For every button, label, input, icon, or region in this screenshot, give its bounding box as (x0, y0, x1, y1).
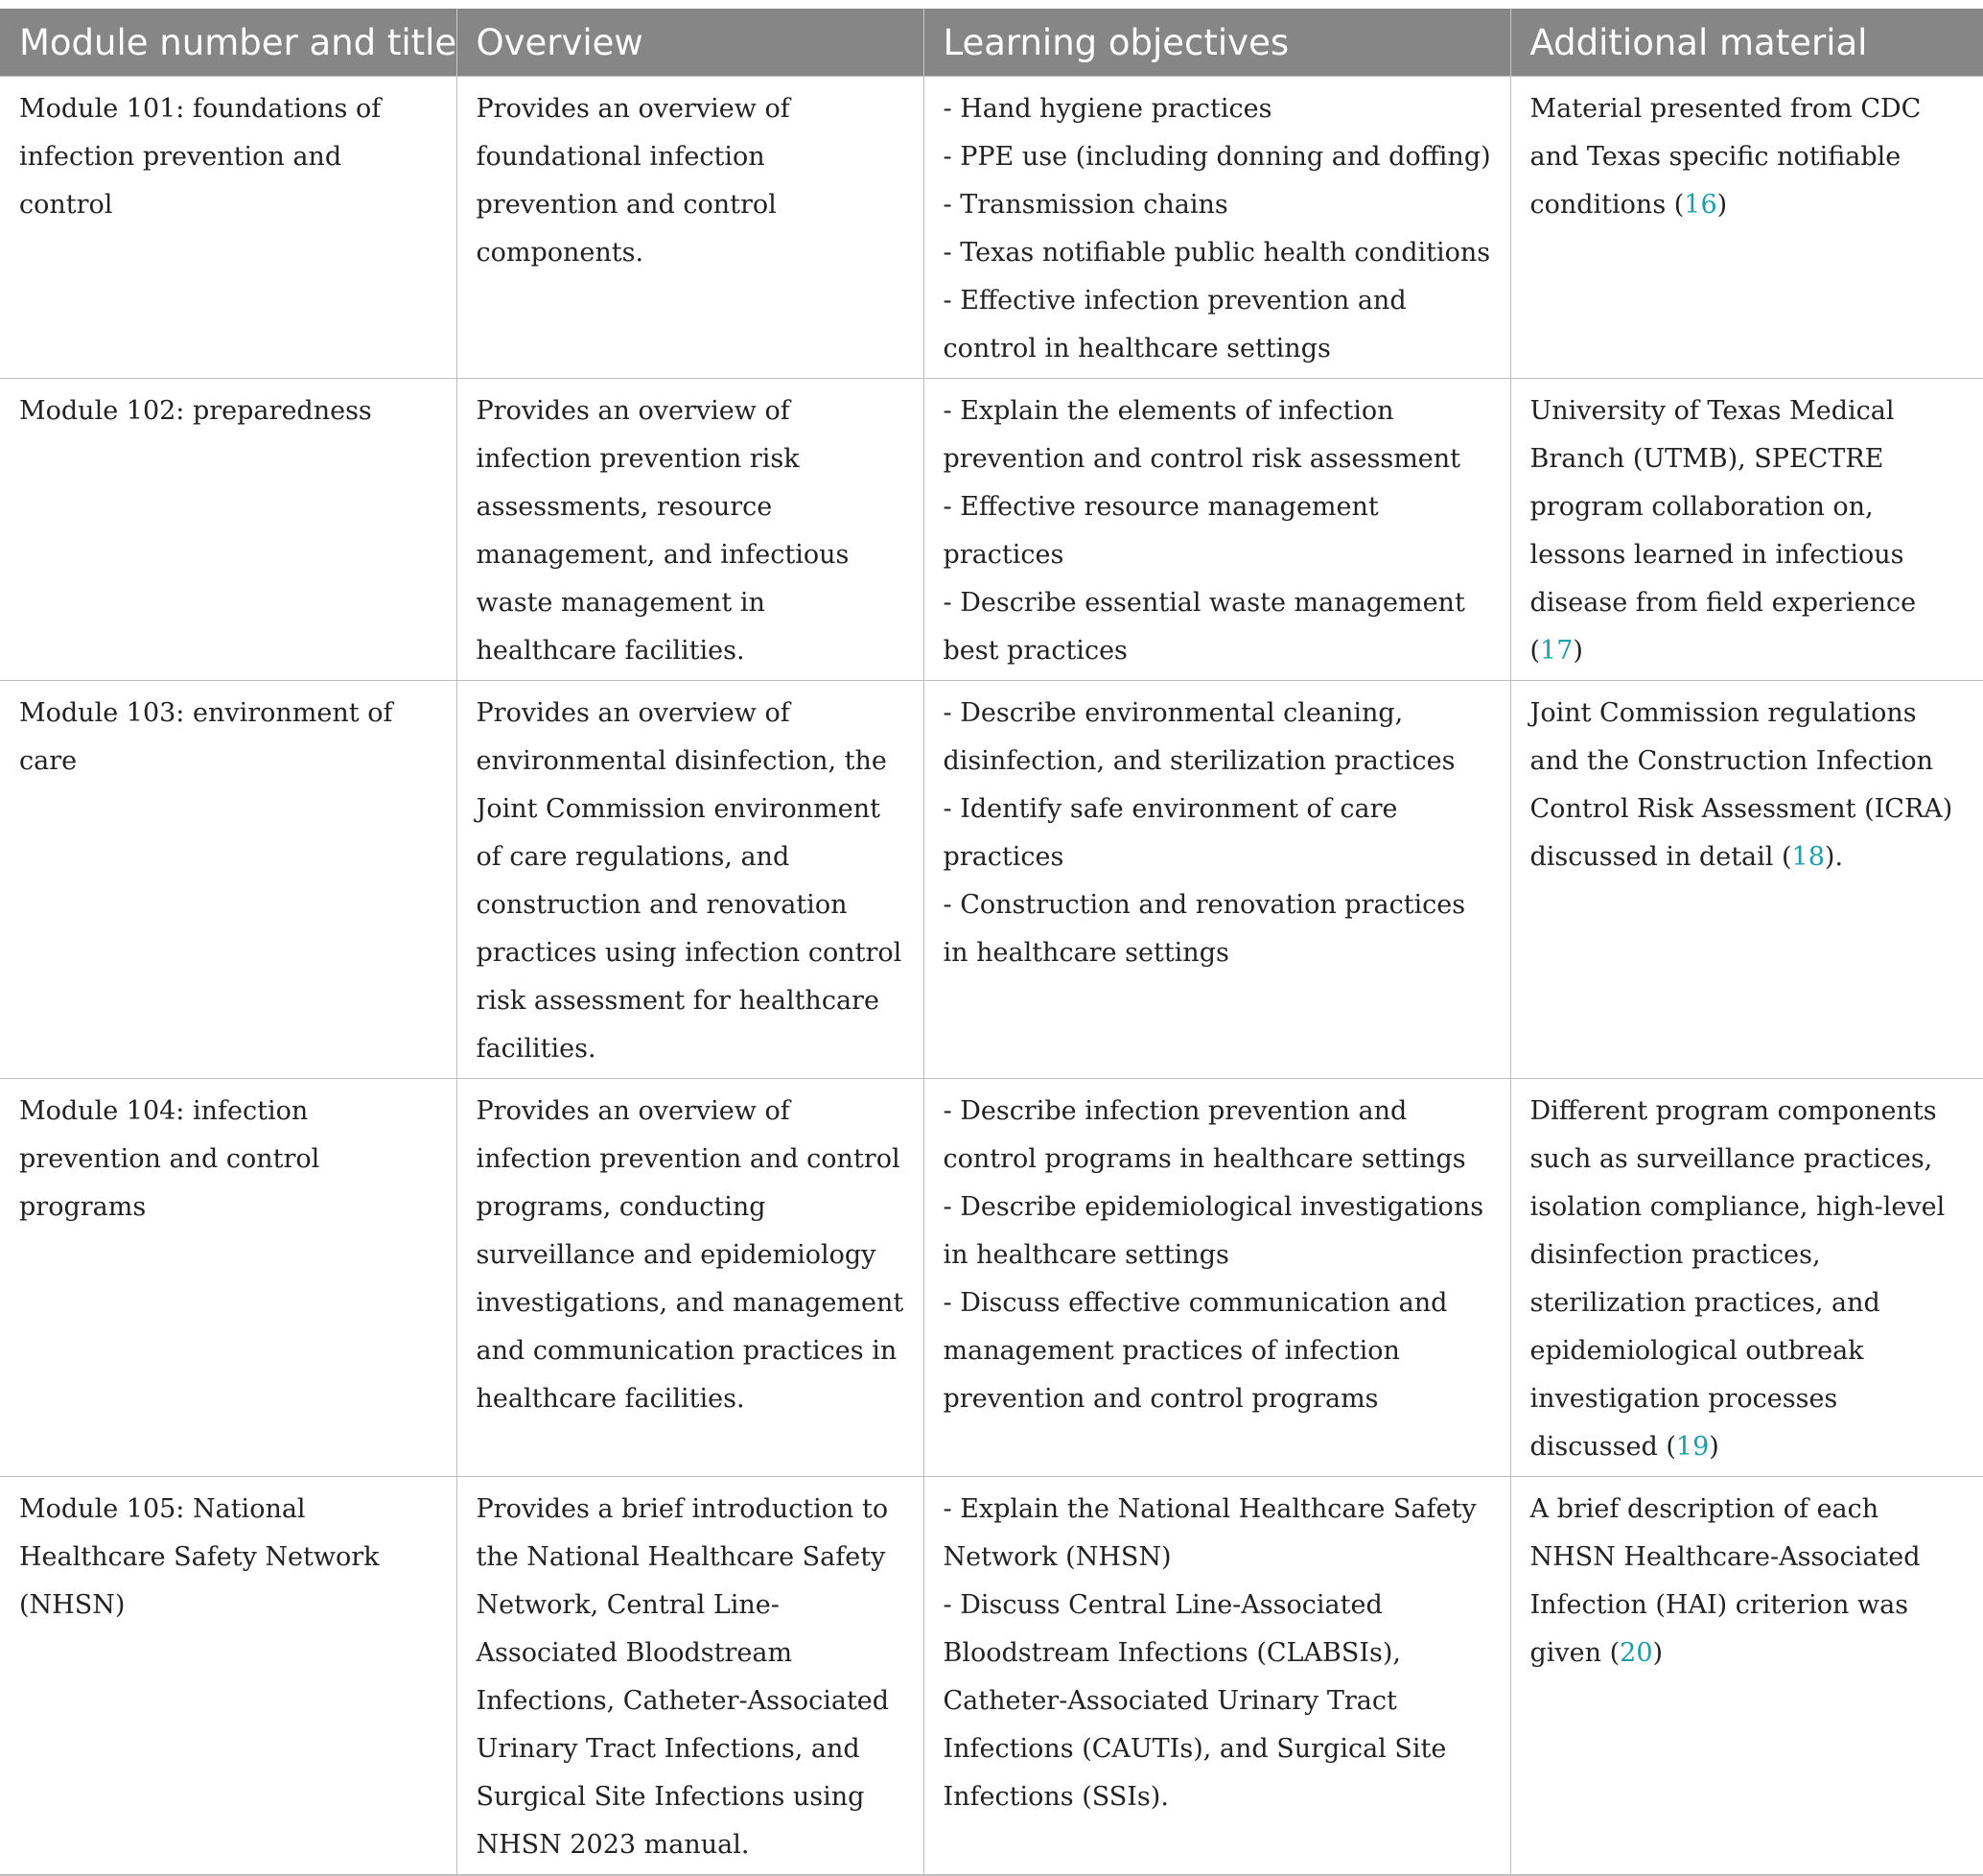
table-row (0, 77, 1983, 379)
material-text: Material presented from CDC and Texas specific notifiable conditions ( (1529, 94, 1922, 220)
objectives-cell (923, 1477, 1510, 1876)
objective-item: - Discuss effective communication and management practices of infection prevention and control programs (943, 1288, 1448, 1414)
module-cell: Module 103: environment of care (0, 681, 456, 1079)
objective-item: - Identify safe environment of care practices (943, 794, 1398, 872)
objectives-cell (923, 1079, 1510, 1477)
modules-table-container (0, 9, 1983, 1876)
reference-link[interactable]: 20 (1620, 1638, 1653, 1668)
material-cell (1510, 379, 1983, 681)
table-row (0, 1477, 1983, 1876)
objective-item: - Describe infection prevention and control programs in healthcare settings (943, 1096, 1466, 1174)
reference-link[interactable]: 16 (1684, 190, 1717, 220)
overview-cell: Provides an overview of environmental disinfection, the Joint Commission environment of care regulations, and construction and renovation practices using infection control risk assessment for healthcare facilities. (456, 681, 923, 1079)
material-cell (1510, 77, 1983, 379)
reference-link[interactable]: 18 (1791, 842, 1825, 872)
header-objectives: Learning objectives (923, 9, 1510, 77)
objective-item: - Construction and renovation practices in healthcare settings (943, 890, 1466, 968)
objective-item: - PPE use (including donning and doffing) (943, 142, 1491, 172)
table-row (0, 379, 1983, 681)
material-tail: ). (1824, 842, 1844, 872)
objective-item: - Discuss Central Line-Associated Bloodstream Infections (CLABSIs), Catheter-Associated Urinary Tract Infections (CAUTIs), and Surgical Site Infections (SSIs). (943, 1590, 1447, 1812)
module-cell: Module 101: foundations of infection prevention and control (0, 77, 456, 379)
objective-item: - Explain the National Healthcare Safety Network (NHSN) (943, 1494, 1477, 1572)
reference-link[interactable]: 17 (1540, 636, 1574, 666)
material-cell (1510, 1079, 1983, 1477)
table-row (0, 681, 1983, 1079)
material-cell (1510, 1477, 1983, 1876)
overview-cell: Provides an overview of foundational infection prevention and control components. (456, 77, 923, 379)
objective-item: - Effective resource management practices (943, 492, 1379, 570)
module-cell: Module 105: National Healthcare Safety Network (NHSN) (0, 1477, 456, 1876)
header-overview: Overview (456, 9, 923, 77)
overview-cell: Provides an overview of infection prevention risk assessments, resource management, and infectious waste management in healthcare facilities. (456, 379, 923, 681)
material-tail: ) (1709, 1432, 1719, 1462)
material-cell (1510, 681, 1983, 1079)
objective-item: - Transmission chains (943, 190, 1228, 220)
material-tail: ) (1573, 636, 1583, 666)
overview-cell: Provides an overview of infection prevention and control programs, conducting surveillance and epidemiology investigations, and management and communication practices in healthcare facilities. (456, 1079, 923, 1477)
material-text: A brief description of each NHSN Healthcare-Associated Infection (HAI) criterion was given ( (1529, 1494, 1921, 1668)
objectives-cell (923, 681, 1510, 1079)
objectives-cell (923, 77, 1510, 379)
objectives-cell (923, 379, 1510, 681)
header-module: Module number and title (0, 9, 456, 77)
objective-item: - Describe environmental cleaning, disinfection, and sterilization practices (943, 698, 1456, 776)
objective-item: - Effective infection prevention and control in healthcare settings (943, 286, 1407, 363)
overview-cell: Provides a brief introduction to the National Healthcare Safety Network, Central Line-Associated Bloodstream Infections, Catheter-Associated Urinary Tract Infections, and Surgical Site Infections using NHSN 2023 manual. (456, 1477, 923, 1876)
module-cell: Module 102: preparedness (0, 379, 456, 681)
material-tail: ) (1652, 1638, 1664, 1668)
objective-item: - Describe epidemiological investigations in healthcare settings (943, 1192, 1484, 1270)
objective-item: - Hand hygiene practices (943, 94, 1272, 124)
reference-link[interactable]: 19 (1675, 1432, 1710, 1462)
material-text: University of Texas Medical Branch (UTMB), SPECTRE program collaboration on, lessons learned in infectious disease from field experience ( (1529, 396, 1917, 666)
table-header-row (0, 9, 1983, 77)
table-row (0, 1079, 1983, 1477)
material-tail: ) (1716, 190, 1728, 220)
objective-item: - Texas notifiable public health conditions (943, 238, 1491, 268)
module-cell: Module 104: infection prevention and control programs (0, 1079, 456, 1477)
objective-item: - Explain the elements of infection prevention and control risk assessment (943, 396, 1461, 474)
header-material: Additional material (1510, 9, 1983, 77)
modules-table (0, 9, 1983, 1876)
material-text: Different program components such as surveillance practices, isolation compliance, high-level disinfection practices, sterilization practices, and epidemiological outbreak investigation processes discussed ( (1529, 1096, 1946, 1462)
objective-item: - Describe essential waste management best practices (943, 588, 1465, 666)
material-text: Joint Commission regulations and the Construction Infection Control Risk Assessment (ICRA) discussed in detail ( (1529, 698, 1953, 872)
